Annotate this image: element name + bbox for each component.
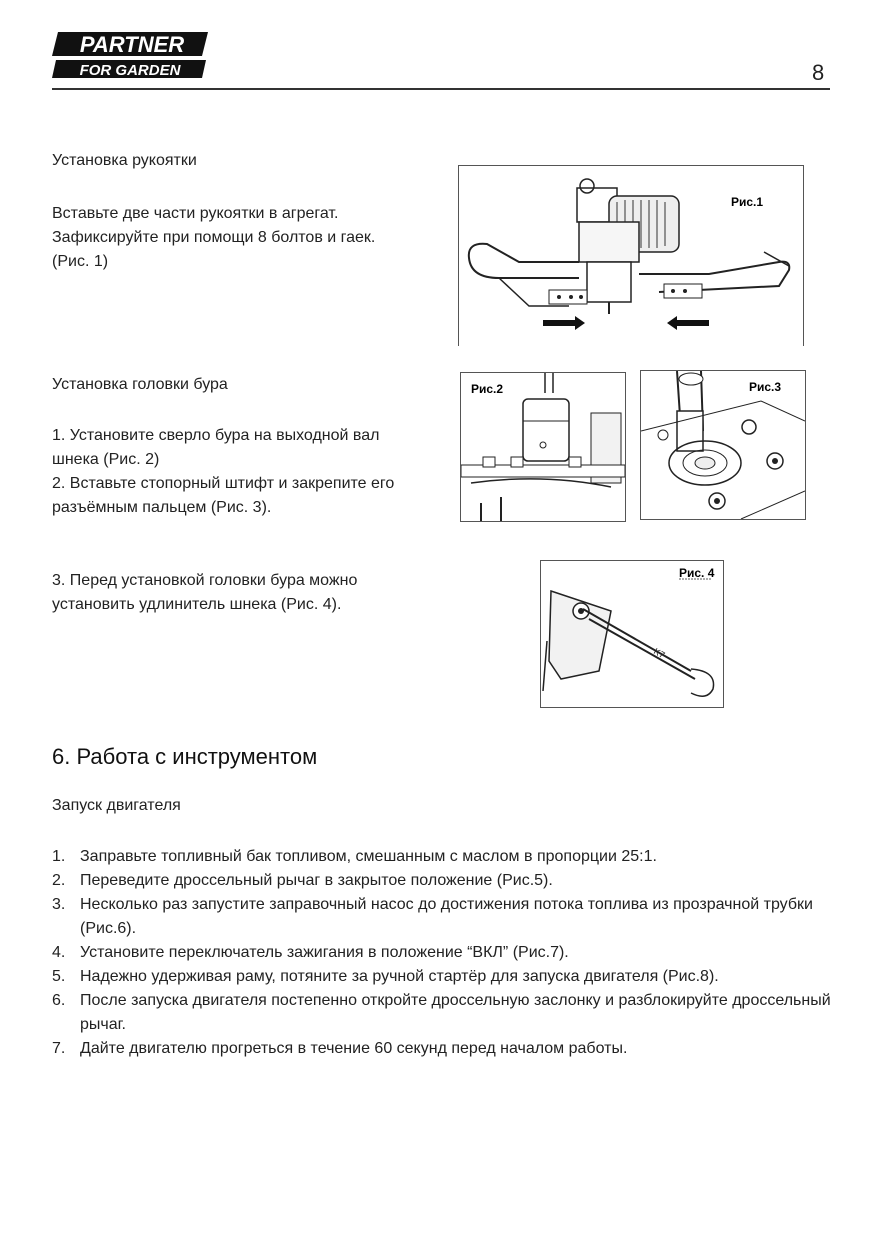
step-text: Надежно удерживая раму, потяните за ручной стартёр для запуска двигателя (Рис.8).: [80, 968, 719, 985]
figure-3-drawing: [641, 371, 805, 519]
figure-2-drawing: [461, 373, 625, 521]
handle-instructions: [52, 202, 432, 274]
text-line: шнека (Рис. 2): [52, 451, 160, 468]
text-line: 3. Перед установкой головки бура можно: [52, 572, 358, 589]
step-text: Дайте двигателю прогреться в течение 60 секунд перед началом работы.: [80, 1040, 628, 1057]
figure-3-label: Рис.3: [749, 380, 782, 394]
svg-text:K7: K7: [652, 646, 667, 661]
figure-1-drawing: [459, 166, 803, 346]
step-item: [52, 845, 832, 869]
step-item: [52, 893, 832, 941]
step-item: [52, 941, 832, 965]
section-title-drill-head: Установка головки бура: [52, 376, 228, 393]
figure-4-label: Рис. 4: [679, 566, 715, 580]
brand-logo: [52, 30, 212, 82]
text-line: Зафиксируйте при помощи 8 болтов и гаек.: [52, 229, 376, 246]
step-text: Установите переключатель зажигания в положение “ВКЛ” (Рис.7).: [80, 944, 569, 961]
section-subheading-engine-start: Запуск двигателя: [52, 797, 181, 814]
section-heading-operation: 6. Работа с инструментом: [52, 744, 318, 769]
logo-graphic: [52, 30, 212, 82]
step-item: [52, 1037, 832, 1061]
logo-line2: FOR GARDEN: [79, 62, 181, 79]
step-item: [52, 965, 832, 989]
step-number: 5.: [52, 968, 66, 985]
figure-2: [460, 372, 626, 522]
step-item: [52, 869, 832, 893]
figure-1-label: Рис.1: [731, 195, 764, 209]
step-text: Переведите дроссельный рычаг в закрытое положение (Рис.5).: [80, 872, 553, 889]
text-line: разъёмным пальцем (Рис. 3).: [52, 499, 272, 516]
step-number: 2.: [52, 872, 66, 889]
text-line: установить удлинитель шнека (Рис. 4).: [52, 596, 342, 613]
step-number: 6.: [52, 992, 66, 1009]
figure-1: [458, 165, 804, 346]
logo-line1: PARTNER: [79, 32, 185, 57]
text-line: Вставьте две части рукоятки в агрегат.: [52, 205, 339, 222]
figure-2-label: Рис.2: [471, 382, 504, 396]
text-line: (Рис. 1): [52, 253, 109, 270]
text-line: 2. Вставьте стопорный штифт и закрепите его: [52, 475, 395, 492]
drill-head-instructions: [52, 424, 442, 520]
step-item: [52, 989, 832, 1037]
step-text: После запуска двигателя постепенно откройте дроссельную заслонку и разблокируйте дроссельный рычаг.: [80, 992, 831, 1033]
figure-3: [640, 370, 806, 520]
engine-start-steps: [52, 845, 832, 1061]
figure-4-drawing: [541, 561, 723, 707]
step-number: 7.: [52, 1040, 66, 1057]
step-text: Заправьте топливный бак топливом, смешанным с маслом в пропорции 25:1.: [80, 848, 657, 865]
step-number: 3.: [52, 896, 66, 913]
page-number: 8: [812, 60, 825, 85]
section-title-handle: Установка рукоятки: [52, 152, 197, 169]
step-text: Несколько раз запустите заправочный насос до достижения потока топлива из прозрачной трубки (Рис.6).: [80, 896, 813, 937]
header-divider: [52, 88, 830, 90]
step-number: 4.: [52, 944, 66, 961]
step-number: 1.: [52, 848, 66, 865]
text-line: 1. Установите сверло бура на выходной вал: [52, 427, 380, 444]
extension-instructions: [52, 569, 452, 617]
figure-4: [540, 560, 724, 708]
